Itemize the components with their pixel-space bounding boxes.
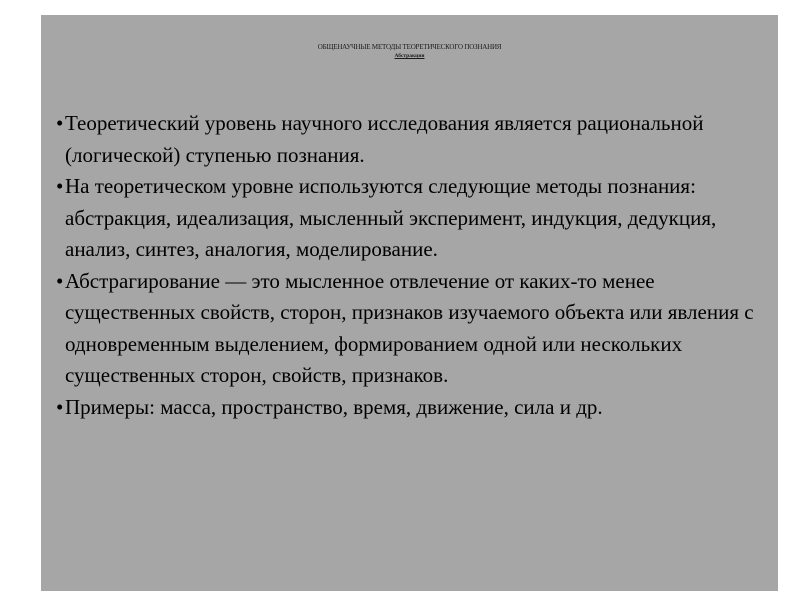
slide-body: [56, 108, 768, 423]
bullet-dot-icon: •: [56, 174, 64, 198]
bullet-item-3: [56, 266, 768, 392]
bullet-item-2: [56, 171, 768, 266]
bullet-text: Примеры: масса, пространство, время, движение, сила и др.: [65, 394, 603, 419]
bullet-text: Абстрагирование — это мысленное отвлечение от каких-то менее существенных свойств, сторон, признаков изучаемого объекта или явления с одновременным выделением, формированием одной или нескольких существенных сторон, свойств, признаков.: [65, 268, 754, 387]
bullet-item-4: [56, 392, 768, 424]
slide-subtitle: Абстракция: [394, 53, 425, 59]
bullet-item-1: [56, 108, 768, 171]
bullet-text: Теоретический уровень научного исследования является рациональной (логической) ступенью познания.: [65, 111, 704, 167]
slide-title: ОБЩЕНАУЧНЫЕ МЕТОДЫ ТЕОРЕТИЧЕСКОГО ПОЗНАНИЯ: [317, 43, 502, 51]
slide-title-block: [41, 44, 778, 60]
bullet-dot-icon: •: [56, 268, 64, 293]
bullet-text: На теоретическом уровне используются следующие методы познания: абстракция, идеализация, мысленный эксперимент, индукция, дедукция, анализ, синтез, аналогия, моделирование.: [65, 174, 717, 261]
bullet-dot-icon: •: [56, 394, 64, 419]
bullet-dot-icon: •: [56, 111, 64, 135]
